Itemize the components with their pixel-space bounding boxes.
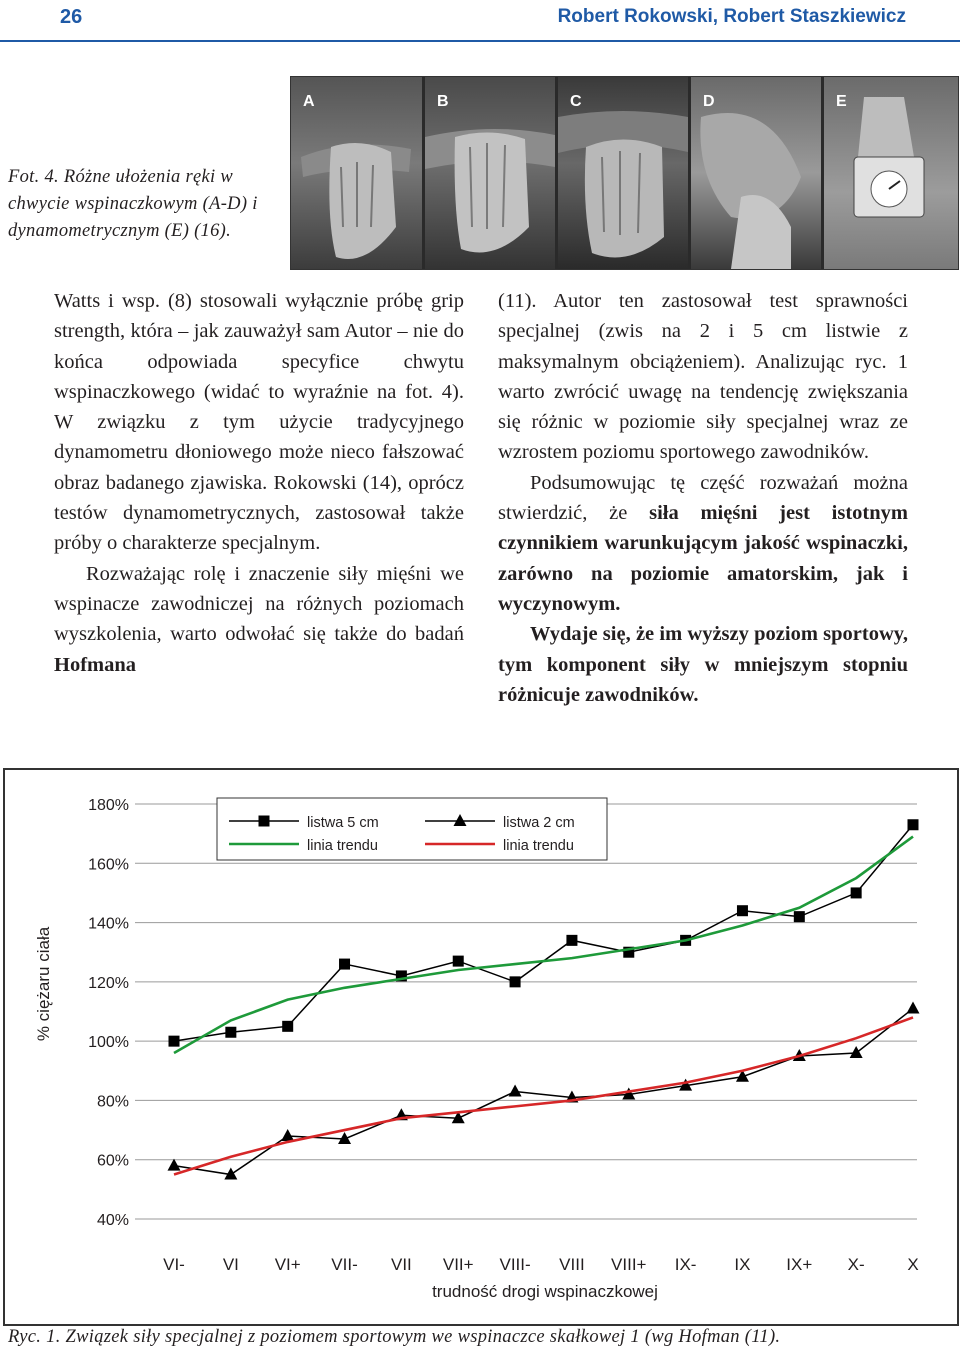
- text-column-left: [54, 286, 464, 680]
- x-tick-label: VII-: [331, 1255, 358, 1274]
- data-point-square: [169, 1036, 180, 1047]
- legend-marker-square: [259, 816, 270, 827]
- x-tick-label: X-: [847, 1255, 865, 1274]
- bold-citation: Hofmana: [54, 653, 136, 676]
- data-point-square: [794, 911, 805, 922]
- panel-label: B: [437, 93, 449, 110]
- panel-label: E: [836, 93, 847, 110]
- panel-label: D: [703, 93, 715, 110]
- x-tick-label: VII: [390, 1255, 412, 1274]
- data-point-square: [225, 1027, 236, 1038]
- data-point-square: [282, 1021, 293, 1032]
- data-point-square: [453, 956, 464, 967]
- photo-caption: Fot. 4. Różne ułożenia ręki w chwycie wspinaczkowym (A-D) i dynamometrycznym (E) (16).: [8, 167, 258, 241]
- legend-label: linia trendu: [307, 838, 378, 854]
- x-tick-label: IX+: [786, 1255, 813, 1274]
- y-tick-label: 80%: [96, 1093, 129, 1111]
- photo-panel-d: [691, 77, 821, 269]
- legend-label: linia trendu: [503, 838, 574, 854]
- bold-conclusion: siła mięśni jest istotnym czynnikiem warunkującym jakość wspinaczki, zarówno na poziomie amatorskim, jak i wyczynowym.: [498, 502, 908, 615]
- running-header-authors: Robert Rokowski, Robert Staszkiewicz: [557, 6, 906, 27]
- y-tick-label: 160%: [88, 856, 129, 874]
- x-tick-label: VI: [222, 1255, 239, 1274]
- x-tick-label: VIII: [559, 1255, 585, 1274]
- x-tick-label: VIII+: [611, 1255, 647, 1274]
- x-tick-label: VI+: [274, 1255, 301, 1274]
- paragraph-text: Rozważając rolę i znaczenie siły mięśni we wspinacze zawodniczej na różnych poziomach wyszkolenia, warto odwołać się także do badań: [54, 562, 464, 646]
- x-tick-label: IX-: [674, 1255, 697, 1274]
- text-column-right: [498, 286, 908, 710]
- y-tick-label: 140%: [88, 915, 129, 933]
- data-point-square: [566, 935, 577, 946]
- legend-label: listwa 5 cm: [307, 815, 379, 831]
- paragraph: [498, 619, 908, 710]
- data-point-triangle: [338, 1132, 351, 1144]
- data-point-triangle: [168, 1159, 181, 1171]
- paragraph: [498, 468, 908, 619]
- data-point-square: [908, 819, 919, 830]
- x-axis-title: trudność drogi wspinaczkowej: [432, 1282, 658, 1301]
- y-tick-label: 40%: [96, 1212, 129, 1229]
- y-axis-title: % ciężaru ciała: [34, 926, 53, 1042]
- x-tick-label: VIII-: [499, 1255, 531, 1274]
- legend-label: listwa 2 cm: [503, 815, 575, 831]
- figure-caption: Ryc. 1. Związek siły specjalnej z poziomem sportowym we wspinaczce skałkowej 1 (wg Hofman (11).: [8, 1327, 781, 1347]
- y-tick-label: 60%: [96, 1152, 129, 1170]
- y-tick-label: 120%: [88, 974, 129, 992]
- data-point-square: [851, 887, 862, 898]
- paragraph: Watts i wsp. (8) stosowali wyłącznie próbę grip strength, która – jak zauważył sam Autor – nie do końca odpowiada specyfice chwytu wspinaczkowego (widać to wyraźnie na fot. 4). W związku z tym użycie tradycyjnego dynamometru dłoniowego może nieco fałszować obraz badanego zjawiska. Rokowski (14), oprócz testów dynamometrycznych, zastosował także próby o charakterze specjalnym.: [54, 290, 464, 555]
- data-point-square: [339, 959, 350, 970]
- header-rule: [0, 40, 960, 42]
- data-point-triangle: [907, 1002, 920, 1014]
- x-tick-label: IX: [734, 1255, 751, 1274]
- panel-label: A: [303, 93, 315, 110]
- series-line: [174, 1009, 913, 1175]
- y-tick-label: 100%: [88, 1034, 129, 1052]
- y-tick-label: 180%: [88, 797, 129, 814]
- paragraph: [54, 559, 464, 680]
- photo-panel-e: [824, 77, 958, 269]
- photo-panel-a: [291, 77, 422, 269]
- hand-grip-photo: [290, 76, 959, 270]
- bold-conclusion: Wydaje się, że im wyższy poziom sportowy, tym komponent siły w mniejszym stopniu różnicuje zawodników.: [498, 623, 908, 706]
- data-point-square: [737, 905, 748, 916]
- photo-panel-c: [558, 77, 688, 269]
- data-point-triangle: [850, 1046, 863, 1058]
- paragraph-text: Podsumowując tę część rozważań można stwierdzić, że: [498, 471, 908, 525]
- paragraph: (11). Autor ten zastosował test sprawności specjalnej (zwis na 2 i 5 cm listwie z maksymalnym obciążeniem). Analizując ryc. 1 warto zwrócić uwagę na tendencję zwiększania się różnic w poziomie siły specjalnej wraz ze wzrostem poziomu sportowego zawodników.: [498, 290, 908, 464]
- x-tick-label: X: [907, 1255, 919, 1274]
- x-tick-label: VII+: [442, 1255, 474, 1274]
- page-number: 26: [60, 6, 83, 28]
- x-tick-label: VI-: [163, 1255, 185, 1274]
- strength-chart: [5, 770, 957, 1324]
- figure-chart: [3, 768, 959, 1326]
- trend-line: [174, 837, 913, 1053]
- data-point-square: [510, 976, 521, 987]
- photo-panel-b: [425, 77, 555, 269]
- panel-label: C: [570, 93, 582, 110]
- data-point-triangle: [281, 1129, 294, 1141]
- data-point-triangle: [509, 1085, 522, 1097]
